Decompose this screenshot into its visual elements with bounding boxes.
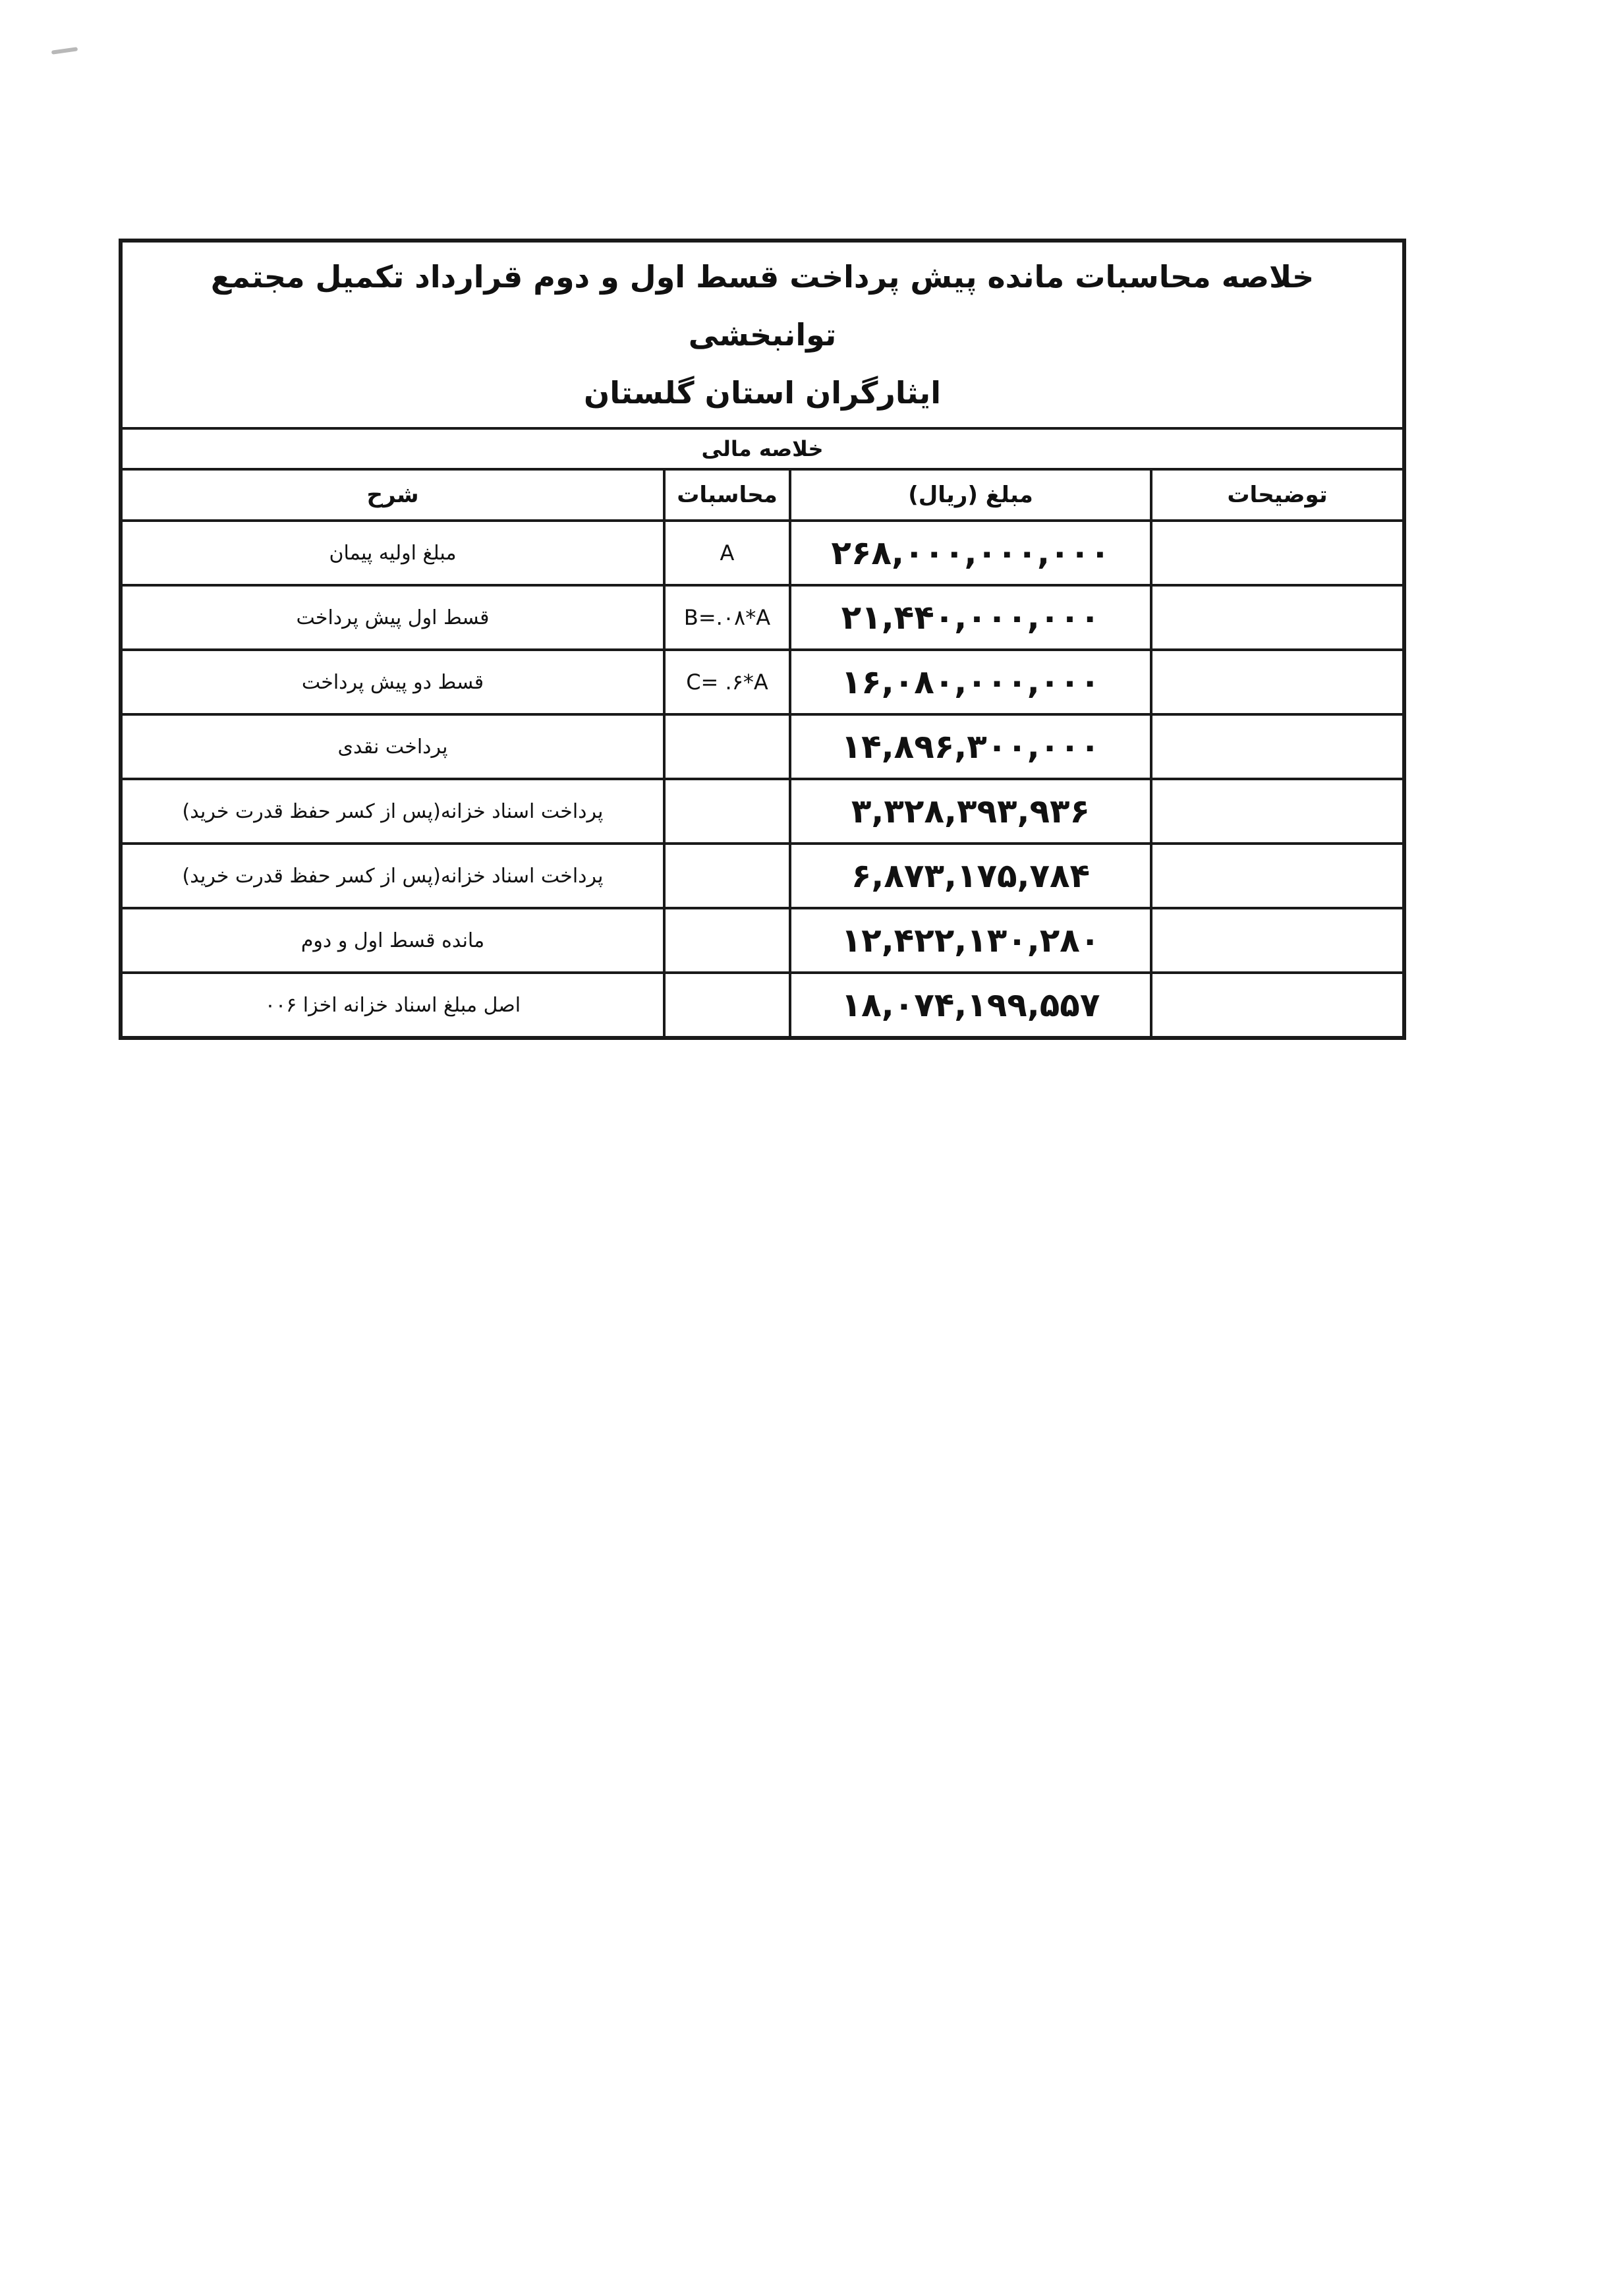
row-description: قسط دو پیش پرداخت xyxy=(121,650,664,714)
table-row xyxy=(121,650,1404,714)
row-description: مبلغ اولیه پیمان xyxy=(121,521,664,585)
row-amount-value: ۱۶,۰۸۰,۰۰۰,۰۰۰ xyxy=(841,663,1100,701)
table-row xyxy=(121,779,1404,844)
section-subtitle: خلاصه مالی xyxy=(121,428,1404,469)
row-amount xyxy=(790,779,1151,844)
row-notes xyxy=(1151,908,1404,973)
row-notes xyxy=(1151,779,1404,844)
row-amount-value: ۱۴,۸۹۶,۳۰۰,۰۰۰ xyxy=(841,728,1100,766)
row-description: پرداخت اسناد خزانه(پس از کسر حفظ قدرت خرید) xyxy=(121,779,664,844)
row-amount xyxy=(790,650,1151,714)
row-amount xyxy=(790,973,1151,1038)
column-header-amount: مبلغ (ریال) xyxy=(790,469,1151,521)
table-row xyxy=(121,521,1404,585)
table-row xyxy=(121,973,1404,1038)
row-calculation: B=.۰۸*A xyxy=(664,585,790,650)
row-description: پرداخت نقدی xyxy=(121,714,664,779)
row-amount-value: ۱۸,۰۷۴,۱۹۹,۵۵۷ xyxy=(841,986,1100,1024)
row-notes xyxy=(1151,844,1404,908)
row-calculation xyxy=(664,844,790,908)
row-amount-value: ۱۲,۴۲۲,۱۳۰,۲۸۰ xyxy=(841,921,1100,960)
row-notes xyxy=(1151,650,1404,714)
row-description: مانده قسط اول و دوم xyxy=(121,908,664,973)
header-row xyxy=(121,469,1404,521)
row-notes xyxy=(1151,973,1404,1038)
row-notes xyxy=(1151,585,1404,650)
row-notes xyxy=(1151,714,1404,779)
row-calculation: A xyxy=(664,521,790,585)
table-row xyxy=(121,714,1404,779)
subtitle-row xyxy=(121,428,1404,469)
row-description: قسط اول پیش پرداخت xyxy=(121,585,664,650)
row-amount xyxy=(790,908,1151,973)
title-row xyxy=(121,241,1404,428)
row-description: پرداخت اسناد خزانه(پس از کسر حفظ قدرت خرید) xyxy=(121,844,664,908)
row-calculation xyxy=(664,779,790,844)
document-title xyxy=(121,241,1404,428)
row-calculation xyxy=(664,973,790,1038)
table-row xyxy=(121,844,1404,908)
row-calculation xyxy=(664,908,790,973)
row-notes xyxy=(1151,521,1404,585)
column-header-calculation: محاسبات xyxy=(664,469,790,521)
row-amount-value: ۲۶۸,۰۰۰,۰۰۰,۰۰۰ xyxy=(831,534,1110,572)
row-amount-value: ۳,۳۲۸,۳۹۳,۹۳۶ xyxy=(851,792,1091,830)
row-calculation: C= .۶*A xyxy=(664,650,790,714)
column-header-description: شرح xyxy=(121,469,664,521)
row-amount-value: ۶,۸۷۳,۱۷۵,۷۸۴ xyxy=(851,857,1091,895)
document-title-line-1: خلاصه محاسبات مانده پیش پرداخت قسط اول و دوم قرارداد تکمیل مجتمع توانبخشی xyxy=(210,259,1315,353)
row-calculation xyxy=(664,714,790,779)
row-amount xyxy=(790,585,1151,650)
scan-mark xyxy=(51,47,78,55)
row-amount xyxy=(790,844,1151,908)
row-description: اصل مبلغ اسناد خزانه اخزا ۰۰۶ xyxy=(121,973,664,1038)
table-row xyxy=(121,908,1404,973)
financial-summary-table xyxy=(119,239,1406,1040)
row-amount-value: ۲۱,۴۴۰,۰۰۰,۰۰۰ xyxy=(841,598,1100,637)
row-amount xyxy=(790,521,1151,585)
table-row xyxy=(121,585,1404,650)
column-header-notes: توضیحات xyxy=(1151,469,1404,521)
row-amount xyxy=(790,714,1151,779)
document-title-line-2: ایثارگران استان گلستان xyxy=(584,375,941,411)
